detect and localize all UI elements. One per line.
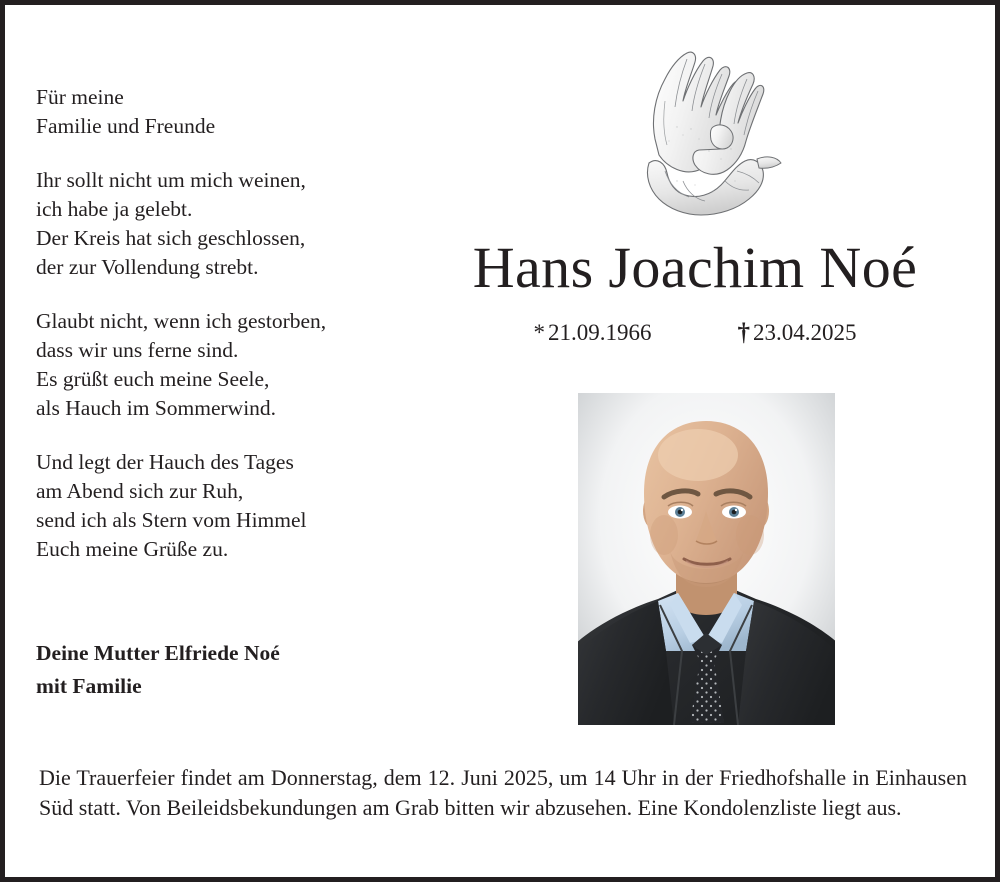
poem-line: Euch meine Grüße zu.: [36, 537, 229, 561]
poem-stanza: [36, 166, 396, 282]
deceased-name: Hans Joachim Noé: [472, 235, 918, 300]
poem-stanza: [36, 83, 396, 141]
poem-line: send ich als Stern vom Himmel: [36, 508, 307, 532]
star-birth-symbol: *: [533, 320, 545, 345]
memorial-poem: [36, 83, 396, 564]
signature-line: Deine Mutter Elfriede Noé: [36, 641, 280, 665]
birth-date: [534, 318, 652, 348]
portrait-photo: [578, 393, 835, 725]
signature-block: [36, 637, 416, 703]
funeral-info-text: Die Trauerfeier findet am Donnerstag, dem 12. Juni 2025, um 14 Uhr in der Friedhofshalle in Einhausen Süd statt. Von Beileidsbekundungen am Grab bitten wir abzusehen. Eine Kondolenzliste liegt aus.: [39, 765, 967, 820]
poem-line: Und legt der Hauch des Tages: [36, 450, 294, 474]
cross-death-symbol: †: [737, 319, 750, 346]
death-date: [738, 318, 857, 348]
poem-line: Glaubt nicht, wenn ich gestorben,: [36, 309, 327, 333]
life-dates: [405, 318, 985, 348]
notice-page: [5, 5, 995, 877]
poem-line: Ihr sollt nicht um mich weinen,: [36, 168, 306, 192]
poem-line: als Hauch im Sommerwind.: [36, 396, 277, 420]
praying-hands-icon: [625, 31, 787, 229]
poem-line: ich habe ja gelebt.: [36, 197, 193, 221]
poem-line: am Abend sich zur Ruh,: [36, 479, 244, 503]
poem-line: dass wir uns ferne sind.: [36, 338, 239, 362]
poem-stanza: [36, 448, 396, 564]
birth-date-value: 21.09.1966: [548, 320, 652, 345]
poem-line: Der Kreis hat sich geschlossen,: [36, 226, 306, 250]
signature-line: mit Familie: [36, 674, 142, 698]
poem-line: Familie und Freunde: [36, 114, 216, 138]
poem-stanza: [36, 307, 396, 423]
poem-line: Es grüßt euch meine Seele,: [36, 367, 270, 391]
poem-line: der zur Vollendung strebt.: [36, 255, 259, 279]
death-date-value: 23.04.2025: [753, 320, 857, 345]
poem-line: Für meine: [36, 85, 124, 109]
